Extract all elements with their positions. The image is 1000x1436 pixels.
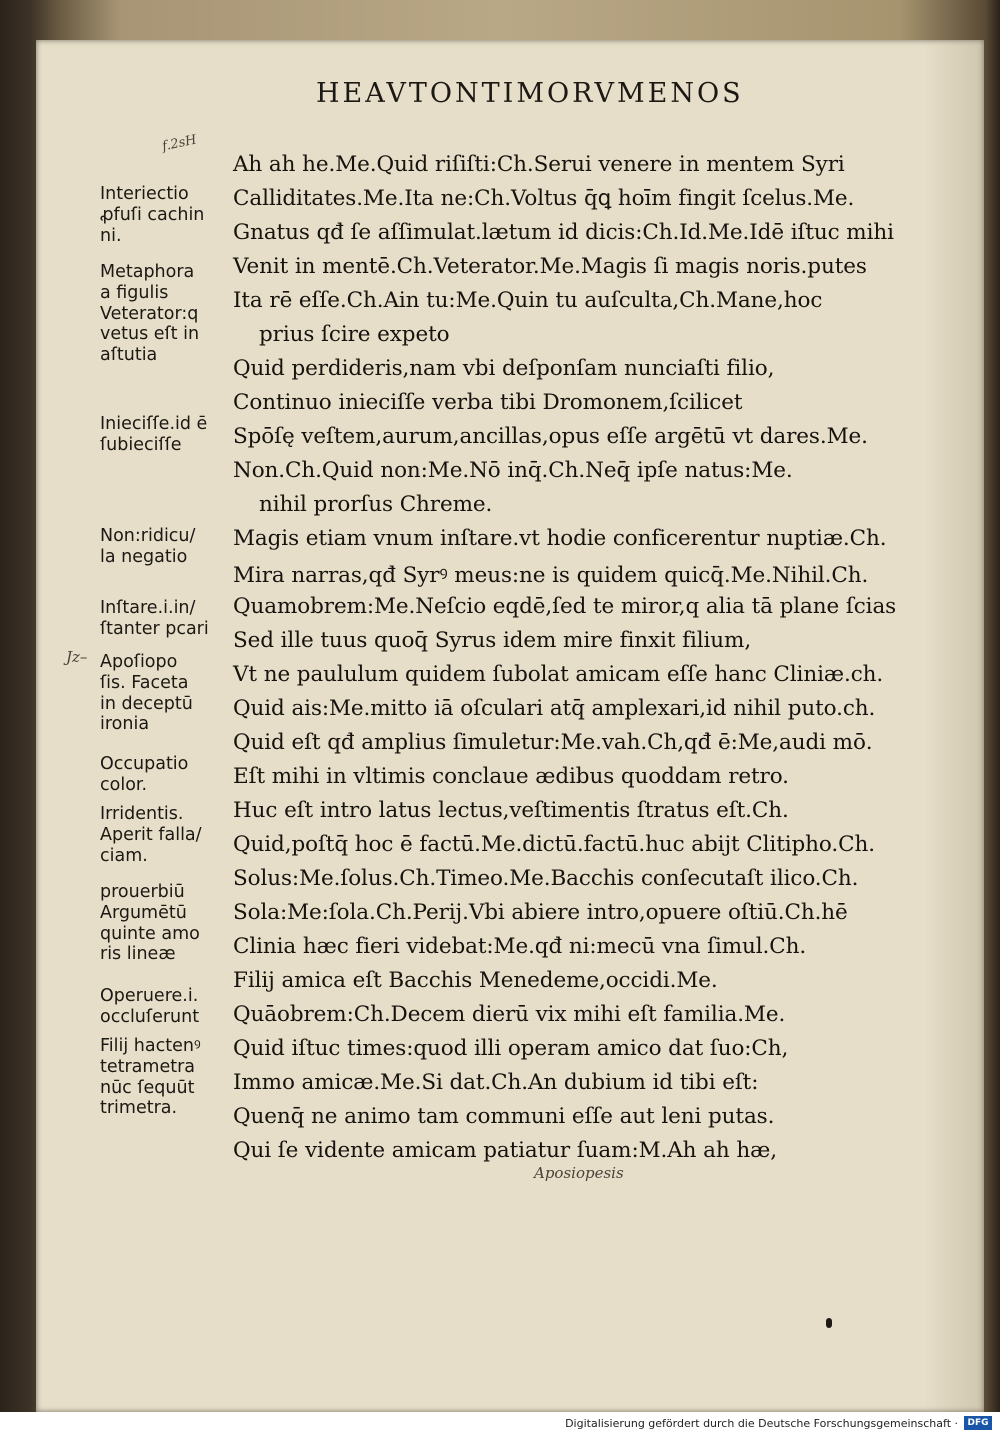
verse-line: Quid,poſtq̄ hoc ē factū.Me.dictū.factū.huc abijt Clitipho.Ch. (233, 832, 875, 857)
gloss-line: Irridentis. (100, 804, 184, 824)
gloss-aposiopesis (100, 652, 234, 735)
gloss-line: Aperit falla/ (100, 824, 202, 845)
verse-line: Quid perdideris,nam vbi deſponſam nunciaſti filio, (233, 356, 775, 381)
verse-line: Quid ais:Me.mitto iā oſculari atq̄ amplexari,id nihil puto.ch. (233, 696, 876, 721)
verse-line: Solus:Me.ſolus.Ch.Timeo.Me.Bacchis conſecutaſt ilico.Ch. (233, 866, 859, 891)
verse-line: Qui ſe vidente amicam patiatur ſuam:M.Ah ah hæ, (233, 1138, 777, 1163)
gloss-line: ſtanter pcari (100, 618, 209, 639)
gloss-line: Occupatio (100, 754, 189, 774)
verse-line: Calliditates.Me.Ita ne:Ch.Voltus q̄ꝗ hoīm fingit ſcelus.Me. (233, 186, 855, 211)
gloss-line: Inſtare.i.in/ (100, 598, 196, 618)
gloss-line: Metaphora (100, 262, 195, 282)
verse-line: Gnatus qđ ſe aſſimulat.lætum id dicis:Ch.Id.Me.Idē iſtuc mihi (233, 220, 894, 245)
gloss-interiectio (100, 184, 234, 246)
gloss-line: a figulis (100, 282, 169, 303)
gloss-line: occluſerunt (100, 1006, 200, 1027)
verse-line: Immo amicæ.Me.Si dat.Ch.An dubium id tibi eſt: (233, 1070, 759, 1095)
gloss-line: ironia (100, 714, 150, 735)
gloss-line: Apoſiopo (100, 652, 178, 672)
gloss-line: Interiectio (100, 184, 189, 204)
verse-line: Quamobrem:Me.Neſcio eqdē,ſed te miror,q alia tā plane ſcias (233, 594, 897, 619)
gloss-line: vetus eſt in (100, 324, 200, 345)
verse-line: Sola:Me:ſola.Ch.Perij.Vbi abiere intro,opuere oſtiū.Ch.hē (233, 900, 848, 925)
gloss-metaphora (100, 262, 234, 366)
gloss-occupatio (100, 754, 234, 796)
gloss-line: ciam. (100, 845, 148, 866)
verse-line: Filij amica eſt Bacchis Menedeme,occidi.Me. (233, 968, 718, 993)
verse-line: nihil prorſus Chreme. (259, 492, 493, 517)
verse-line: Quāobrem:Ch.Decem dierū vix mihi eſt familia.Me. (233, 1002, 786, 1027)
digitization-footer (0, 1412, 1000, 1436)
gloss-line: ꝓfuſi cachin (100, 204, 205, 225)
verse-line: Non.Ch.Quid non:Me.Nō inq̄.Ch.Neq̄ ipſe natus:Me. (233, 458, 793, 483)
gloss-line: Operuere.i. (100, 986, 199, 1006)
dfg-logo: DFG (964, 1416, 992, 1430)
gloss-line: aſtutia (100, 345, 158, 366)
gloss-iniecisse (100, 414, 234, 456)
gloss-prouerbium (100, 882, 234, 965)
gloss-line: ris lineæ (100, 944, 176, 965)
margin-handwritten-mark: Jz– (66, 648, 88, 666)
funding-credit: Digitalisierung gefördert durch die Deutsche Forschungsgemeinschaft · (565, 1417, 958, 1430)
gloss-line: Non:ridicu/ (100, 526, 196, 546)
gloss-line: ſis. Faceta (100, 672, 189, 693)
folio-annotation: f.2sH (160, 132, 198, 155)
verse-line: Spōſę veſtem,aurum,ancillas,opus eſſe argētū vt dares.Me. (233, 424, 868, 449)
verse-line: Vt ne paululum quidem ſubolat amicam eſſe hanc Cliniæ.ch. (233, 662, 884, 687)
gloss-instare (100, 598, 234, 640)
gloss-operuere (100, 986, 234, 1028)
running-title: HEAVTONTIMORVMENOS (316, 78, 744, 109)
page-bleed-through (924, 40, 984, 1412)
gloss-line: tetrametra (100, 1056, 196, 1077)
verse-line: Quid iſtuc times:quod illi operam amico dat ſuo:Ch, (233, 1036, 789, 1061)
verse-line: Sed ille tuus quoq̄ Syrus idem mire finxit filium, (233, 628, 752, 653)
handwritten-annotation: Aposiopesis (534, 1164, 624, 1182)
gloss-line: Veterator:q (100, 303, 199, 324)
gloss-non-ridicula (100, 526, 234, 568)
verse-line: Ita rē eſſe.Ch.Ain tu:Me.Quin tu auſculta,Ch.Mane,hoc (233, 288, 823, 313)
verse-line: Magis etiam vnum inſtare.vt hodie conficerentur nuptiæ.Ch. (233, 526, 887, 551)
gloss-line: ni. (100, 225, 122, 246)
verse-line: Huc eſt intro latus lectus,veſtimentis ſtratus eſt.Ch. (233, 798, 789, 823)
gloss-line: ſubieciſſe (100, 434, 182, 455)
gloss-line: color. (100, 774, 148, 795)
gloss-line: Argumētū (100, 902, 187, 923)
gloss-line: prouerbiū (100, 882, 185, 902)
verse-line: Quenq̄ ne animo tam communi eſſe aut leni putas. (233, 1104, 775, 1129)
gloss-line: quinte amo (100, 923, 200, 944)
ink-spot (826, 1318, 832, 1328)
verse-line: Ah ah he.Me.Quid riſiſti:Ch.Serui venere in mentem Syri (233, 152, 845, 177)
gloss-irridentis (100, 804, 234, 866)
gloss-line: la negatio (100, 546, 188, 567)
gloss-filij (100, 1036, 234, 1119)
verse-line: Clinia hæc fieri videbat:Me.qđ ni:mecū vna ſimul.Ch. (233, 934, 807, 959)
gloss-line: Filij hactenꝰ (100, 1036, 201, 1056)
verse-line: Quid eſt qđ amplius ſimuletur:Me.vah.Ch,qđ ē:Me,audi mō. (233, 730, 873, 755)
verse-line: Continuo inieciſſe verba tibi Dromonem,ſcilicet (233, 390, 743, 415)
gloss-line: Inieciſſe.id ē (100, 414, 208, 434)
gloss-line: in deceptū (100, 693, 193, 714)
verse-line: Mira narras,qđ Syrꝰ meus:ne is quidem quicq̄.Me.Nihil.Ch. (233, 563, 869, 588)
gloss-line: nūc ſequūt (100, 1077, 195, 1098)
verse-line: Venit in mentē.Ch.Veterator.Me.Magis ſi magis noris.putes (233, 254, 867, 279)
gloss-line: trimetra. (100, 1098, 178, 1119)
verse-line: prius ſcire expeto (259, 322, 450, 347)
verse-line: Eſt mihi in vltimis conclaue ædibus quoddam retro. (233, 764, 789, 789)
